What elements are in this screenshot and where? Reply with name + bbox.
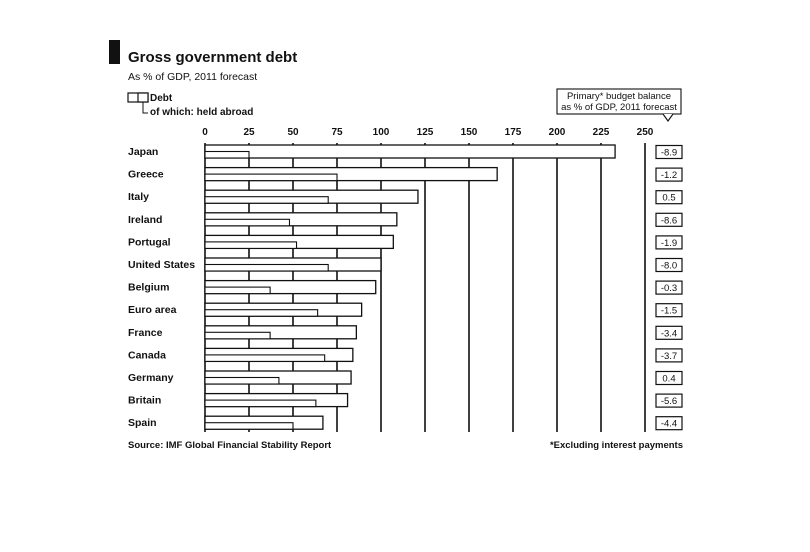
- category-label: Portugal: [128, 236, 171, 249]
- balance-value: -0.3: [660, 283, 678, 295]
- balance-value: -3.4: [660, 328, 678, 340]
- x-tick-label: 200: [548, 127, 566, 138]
- balance-value: 0.4: [662, 373, 676, 385]
- x-axis-ticks: [202, 127, 654, 138]
- category-labels: [128, 146, 195, 429]
- category-label: Britain: [128, 394, 162, 407]
- x-tick-label: 25: [243, 127, 255, 138]
- category-label: Germany: [128, 372, 174, 384]
- balance-value: -3.7: [660, 350, 678, 362]
- x-tick-label: 175: [504, 127, 522, 138]
- category-label: Italy: [128, 191, 150, 204]
- bar-held-abroad: [205, 197, 328, 204]
- category-label: Japan: [128, 146, 159, 158]
- category-label: France: [128, 326, 163, 339]
- bar-debt: [205, 145, 615, 158]
- x-tick-label: 50: [287, 127, 299, 138]
- chart-subtitle: As % of GDP, 2011 forecast: [128, 71, 258, 83]
- bar-held-abroad: [205, 174, 337, 181]
- balance-callout: [557, 89, 681, 121]
- balance-value: -8.9: [660, 147, 678, 159]
- bar-held-abroad: [205, 242, 297, 249]
- x-tick-label: 100: [372, 127, 390, 138]
- bar-held-abroad: [205, 355, 325, 362]
- source-note: Source: IMF Global Financial Stability Report: [128, 440, 332, 451]
- category-label: Euro area: [128, 304, 177, 317]
- x-tick-label: 150: [460, 127, 478, 138]
- balance-value: -1.5: [660, 305, 678, 317]
- legend-label-held-abroad: of which: held abroad: [150, 107, 254, 118]
- x-tick-label: 250: [636, 127, 654, 138]
- legend: [128, 93, 253, 118]
- balance-value: -4.4: [660, 418, 678, 430]
- legend-connector: [143, 102, 148, 113]
- bar-held-abroad: [205, 332, 270, 339]
- x-tick-label: 0: [202, 127, 208, 138]
- callout-line: Primary* budget balance: [566, 91, 672, 102]
- callout-label: [561, 91, 677, 113]
- x-tick-label: 75: [331, 127, 343, 138]
- x-tick-label: 225: [592, 127, 610, 138]
- footnote: *Excluding interest payments: [549, 440, 683, 451]
- category-label: United States: [128, 259, 196, 271]
- callout-line: as % of GDP, 2011 forecast: [561, 102, 677, 113]
- bar-held-abroad: [205, 152, 249, 159]
- bar-held-abroad: [205, 219, 289, 226]
- balance-value: -1.9: [660, 237, 678, 249]
- category-label: Canada: [128, 349, 166, 362]
- bars: [205, 145, 615, 429]
- legend-label-debt: Debt: [150, 93, 173, 104]
- bar-held-abroad: [205, 423, 293, 430]
- x-tick-label: 125: [416, 127, 434, 138]
- category-label: Spain: [128, 417, 157, 430]
- balance-value: -8.0: [660, 260, 678, 272]
- balance-value: -8.6: [660, 215, 678, 227]
- legend-swatch-held-abroad: [138, 93, 148, 102]
- bar-held-abroad: [205, 378, 279, 385]
- bar-held-abroad: [205, 400, 316, 407]
- title-accent-bar: [109, 40, 120, 64]
- balance-value: -5.6: [660, 396, 678, 408]
- balance-value: -1.2: [660, 170, 678, 182]
- bar-held-abroad: [205, 265, 328, 272]
- category-label: Ireland: [128, 213, 163, 226]
- bar-held-abroad: [205, 287, 270, 294]
- balance-column: [656, 146, 682, 430]
- balance-value: 0.5: [662, 192, 676, 204]
- category-label: Greece: [128, 168, 164, 181]
- chart-title: Gross government debt: [128, 49, 298, 66]
- callout-pointer: [663, 114, 673, 121]
- category-label: Belgium: [128, 281, 170, 294]
- bar-held-abroad: [205, 310, 318, 317]
